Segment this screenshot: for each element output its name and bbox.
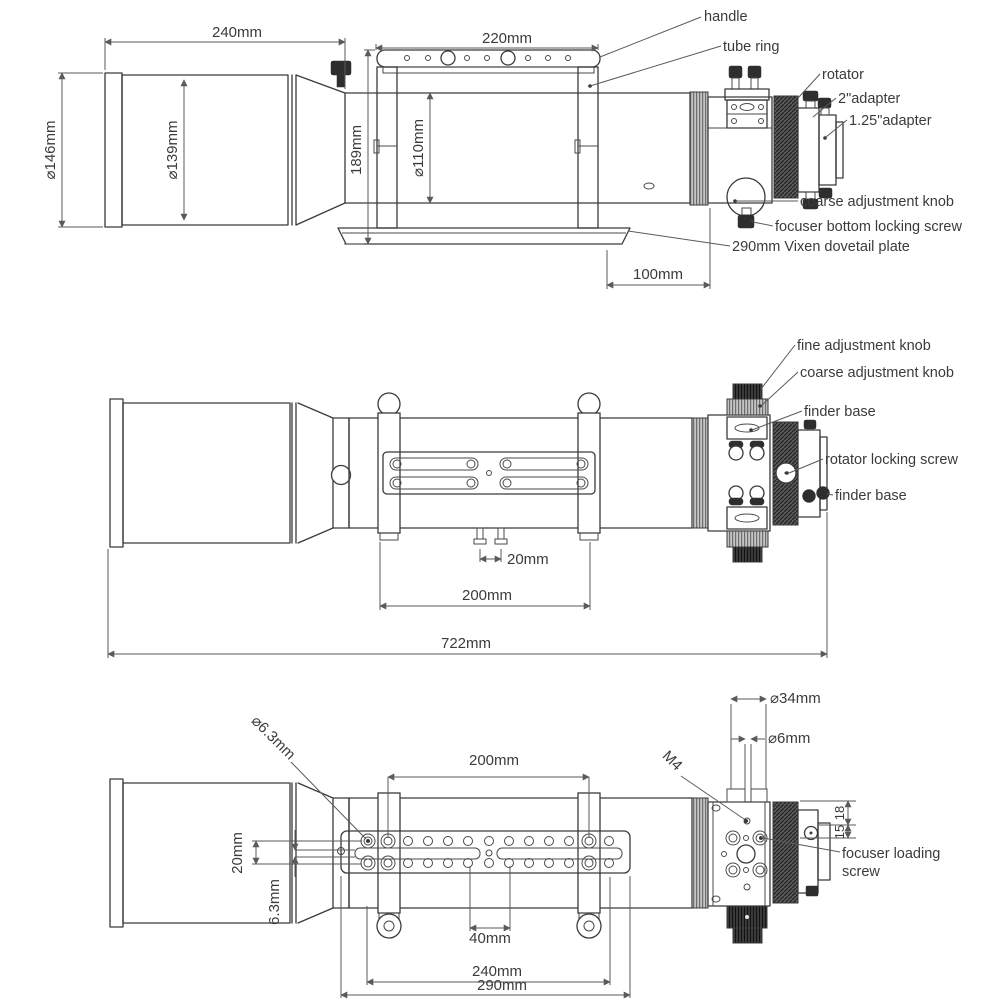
dim-m4: M4 <box>658 747 686 775</box>
dew-shield-knob-top <box>332 466 351 485</box>
dim-200mm-top: 200mm <box>461 587 513 604</box>
label-handle: handle <box>704 9 748 25</box>
dim-20mm-bottom: 20mm <box>229 832 246 874</box>
dim-110mm: ⌀110mm <box>410 119 427 177</box>
label-coarse-knob: coarse adjustment knob <box>800 194 954 210</box>
dim-100mm: 100mm <box>632 266 684 283</box>
label-125in-adapter: 1.25"adapter <box>849 113 932 129</box>
dim-20mm-top: 20mm <box>507 551 549 568</box>
label-bottom-locking-screw: focuser bottom locking screw <box>775 219 962 235</box>
label-coarse-knob-top: coarse adjustment knob <box>800 365 954 381</box>
dim-189mm: 189mm <box>348 124 365 176</box>
drawtube-lock-ring <box>690 92 708 205</box>
rotator-ring <box>774 96 798 198</box>
label-focuser-loading-screw-line2: screw <box>842 864 880 880</box>
label-2in-adapter: 2"adapter <box>838 91 901 107</box>
dim-200mm-bottom: 200mm <box>468 752 520 769</box>
dim-290mm-bottom: 290mm <box>476 977 528 994</box>
label-finder-base-upper: finder base <box>804 404 876 420</box>
label-focuser-loading-screw-line1: focuser loading <box>842 846 941 862</box>
label-dovetail-plate: 290mm Vixen dovetail plate <box>732 239 910 255</box>
rotator-ring-bottom <box>773 802 798 903</box>
dim-139mm: ⌀139mm <box>164 120 181 180</box>
label-rotator: rotator <box>822 67 864 83</box>
dim-slot-width: 6.3mm <box>266 879 283 925</box>
dim-220mm: 220mm <box>481 30 533 47</box>
dew-shield-lock-knob <box>331 61 351 75</box>
dim-15: 15 <box>832 824 847 840</box>
dim-34mm: ⌀34mm <box>770 690 821 707</box>
dim-722mm: 722mm <box>440 635 492 652</box>
label-fine-knob: fine adjustment knob <box>797 338 931 354</box>
label-tube-ring: tube ring <box>723 39 780 55</box>
dim-240mm-bottom: 240mm <box>471 963 523 980</box>
dim-hole-diameter: ⌀6.3mm <box>247 712 299 764</box>
label-rotator-locking-screw: rotator locking screw <box>825 452 958 468</box>
label-finder-base-lower: finder base <box>835 488 907 504</box>
dim-18: 18 <box>832 805 847 821</box>
dim-6mm: ⌀6mm <box>768 730 811 747</box>
fine-knob-top <box>733 384 762 399</box>
dim-146mm: ⌀146mm <box>42 120 59 180</box>
dim-40mm: 40mm <box>469 930 511 947</box>
dim-240mm: 240mm <box>211 24 263 41</box>
coarse-knob-top <box>727 399 768 415</box>
